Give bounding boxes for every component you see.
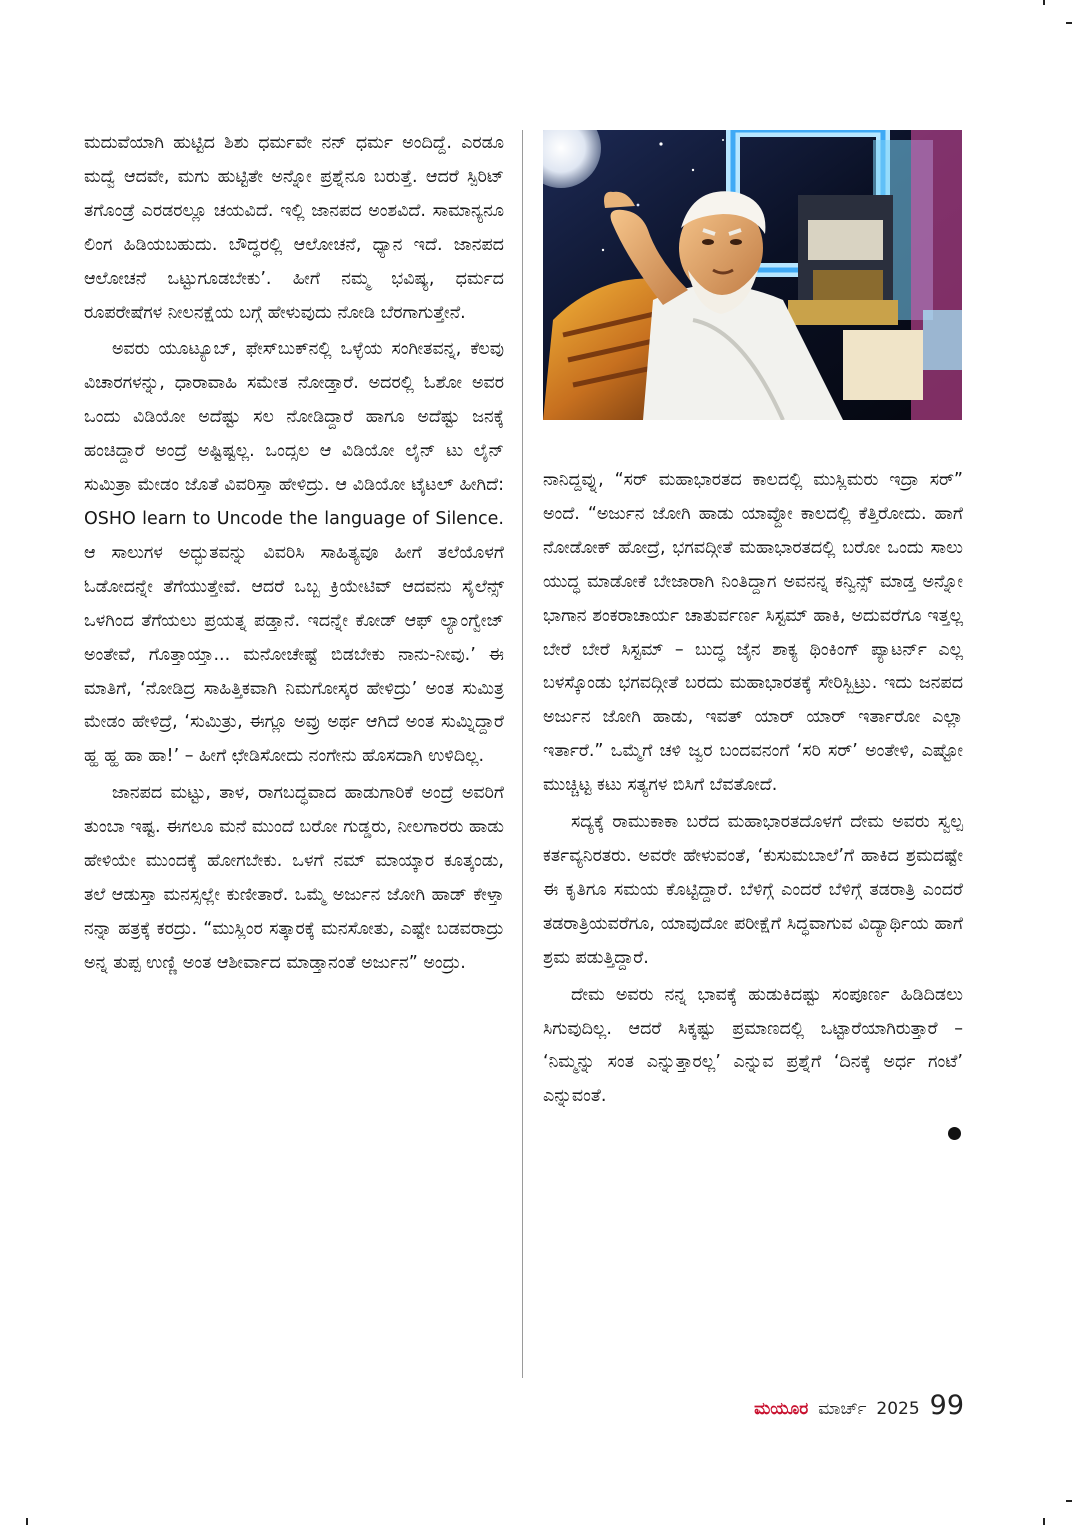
- magazine-brand: ಮಯೂರ: [754, 1399, 809, 1419]
- paragraph: ಮದುವೆಯಾಗಿ ಹುಟ್ಟಿದ ಶಿಶು ಧರ್ಮವೇ ನನ್ ಧರ್ಮ ಅಂದಿದ್ದೆ. ಎರಡೂ ಮದ್ವೆ ಆದವೇ, ಮಗು ಹುಟ್ಟಿತೇ ಅನ್ನೋ ಪ್ರಶ್ನೆನೂ ಬರುತ್ತೆ. ಆದರೆ ಸ್ಪಿರಿಟ್ ತಗೊಂಡ್ರೆ ಎರಡರಲ್ಲೂ ಚಯವಿದೆ. ಇಲ್ಲಿ ಜಾನಪದ ಅಂಶವಿದೆ. ಸಾಮಾನ್ಯನೂ ಲಿಂಗ ಹಿಡಿಯಬಹುದು. ಬೌದ್ಧರಲ್ಲಿ ಆಲೋಚನೆ, ಧ್ಯಾನ ಇದೆ. ಜಾನಪದ ಆಲೋಚನೆ ಒಟ್ಟುಗೂಡಬೇಕು’. ಹೀಗೆ ನಮ್ಮ ಭವಿಷ್ಯ, ಧರ್ಮದ ರೂಪರೇಷೆಗಳ ನೀಲನಕ್ಷೆಯ ಬಗ್ಗೆ ಹೇಳುವುದು ನೋಡಿ ಬೆರಗಾಗುತ್ತೇನೆ.: [84, 133, 504, 323]
- paragraph: ಸದ್ಯಕ್ಕೆ ರಾಮುಕಾಕಾ ಬರೆದ ಮಹಾಭಾರತದೊಳಗೆ ದೇಮ ಅವರು ಸ್ವಲ್ಪ ಕರ್ತವ್ಯನಿರತರು. ಅವರೇ ಹೇಳುವಂತೆ, ‘ಕುಸುಮಬಾಲೆ’ಗೆ ಹಾಕಿದ ಶ್ರಮದಷ್ಟೇ ಈ ಕೃತಿಗೂ ಸಮಯ ಕೊಟ್ಟಿದ್ದಾರೆ. ಬೆಳಿಗ್ಗೆ ಎಂದರೆ ಬೆಳಿಗ್ಗೆ ತಡರಾತ್ರಿ ಎಂದರೆ ತಡರಾತ್ರಿಯವರೆಗೂ, ಯಾವುದೋ ಪರೀಕ್ಷೆಗೆ ಸಿದ್ಧವಾಗುವ ವಿದ್ಯಾರ್ಥಿಯ ಹಾಗೆ ಶ್ರಮ ಪಡುತ್ತಿದ್ದಾರೆ.: [543, 812, 963, 968]
- crop-mark-right-bottom: [1066, 1500, 1072, 1502]
- crop-mark-bottom-left: [26, 1518, 28, 1525]
- issue-month: ಮಾರ್ಚ್: [818, 1399, 867, 1419]
- crop-mark-right-top: [1066, 22, 1072, 24]
- paragraph: ದೇಮ ಅವರು ನನ್ನ ಭಾವಕ್ಕೆ ಹುಡುಕಿದಷ್ಟು ಸಂಪೂರ್ಣ ಹಿಡಿದಿಡಲು ಸಿಗುವುದಿಲ್ಲ. ಆದರೆ ಸಿಕ್ಕಷ್ಟು ಪ್ರಮಾಣದಲ್ಲಿ ಒಟ್ಟಾರೆಯಾಗಿರುತ್ತಾರೆ – ‘ನಿಮ್ಮನ್ನು ಸಂತ ಎನ್ನುತ್ತಾರಲ್ಲ’ ಎನ್ನುವ ಪ್ರಶ್ನೆಗೆ ‘ದಿನಕ್ಕೆ ಅರ್ಧ ಗಂಟೆ’ ಎನ್ನುವಂತೆ.: [543, 984, 963, 1107]
- paragraph: ಅವರು ಯೂಟ್ಯೂಬ್, ಫೇಸ್‌ಬುಕ್‌ನಲ್ಲಿ ಒಳ್ಳೆಯ ಸಂಗೀತವನ್ನ, ಕೆಲವು ವಿಚಾರಗಳನ್ನು, ಧಾರಾವಾಹಿ ಸಮೇತ ನೋಡ್ತಾರೆ. ಅದರಲ್ಲಿ ಓಶೋ ಅವರ ಒಂದು ವಿಡಿಯೋ ಅದೆಷ್ಟು ಸಲ ನೋಡಿದ್ದಾರೆ ಹಾಗೂ ಅದೆಷ್ಟು ಜನಕ್ಕೆ ಹಂಚಿದ್ದಾರೆ ಅಂದ್ರೆ ಅಷ್ಟಿಷ್ಟಲ್ಲ. ಒಂದ್ಸಲ ಆ ವಿಡಿಯೋ ಲೈನ್ ಟು ಲೈನ್ ಸುಮಿತ್ರಾ ಮೇಡಂ ಜೊತೆ ವಿವರಿಸ್ತಾ ಹೇಳಿದ್ರು. ಆ ವಿಡಿಯೋ ಟೈಟಲ್ ಹೀಗಿದೆ: OSHO learn to Uncode the language of Silence. ಆ ಸಾಲುಗಳ ಅದ್ಭುತವನ್ನು ವಿವರಿಸಿ ಸಾಹಿತ್ಯವೂ ಹೀಗೆ ತಲೆಯೊಳಗೆ ಓಡೋದನ್ನೇ ತೆಗೆಯುತ್ತೇವೆ. ಆದರೆ ಒಬ್ಬ ಕ್ರಿಯೇಟಿವ್ ಆದವನು ಸೈಲೆನ್ಸ್ ಒಳಗಿಂದ ತೆಗೆಯಲು ಪ್ರಯತ್ನ ಪಡ್ತಾನೆ. ಇದನ್ನೇ ಕೋಡ್ ಆಫ್ ಲ್ಯಾಂಗ್ವೇಜ್ ಅಂತೇವೆ, ಗೊತ್ತಾಯ್ತಾ... ಮನೋಚೇಷ್ಟೆ ಬಿಡಬೇಕು ನಾನು-ನೀವು.’ ಈ ಮಾತಿಗೆ, ‘ನೋಡಿದ್ರ ಸಾಹಿತ್ತಿಕವಾಗಿ ನಿಮಗೋಸ್ಕರ ಹೇಳಿದ್ರು’ ಅಂತ ಸುಮಿತ್ರ ಮೇಡಂ ಹೇಳಿದ್ರೆ, ‘ಸುಮಿತ್ರು, ಈಗ್ಲೂ ಅವ್ರು ಅರ್ಥ ಆಗಿದೆ ಅಂತ ಸುಮ್ನಿದ್ದಾರೆ ಹ್ಹ ಹ್ಹ ಹಾ ಹಾ!’ – ಹೀಗೆ ಛೇಡಿಸೋದು ನಂಗೇನು ಹೊಸದಾಗಿ ಉಳಿದಿಲ್ಲ.: [84, 339, 504, 767]
- issue-year: 2025: [876, 1399, 920, 1419]
- crop-mark-bottom-right: [1043, 1518, 1045, 1525]
- left-column: [84, 127, 504, 984]
- crop-mark-top-right: [1043, 0, 1045, 5]
- page-footer: [732, 1390, 964, 1430]
- right-column: [543, 464, 963, 1117]
- paragraph: ಜಾನಪದ ಮಟ್ಟು, ತಾಳ, ರಾಗಬದ್ಧವಾದ ಹಾಡುಗಾರಿಕೆ ಅಂದ್ರೆ ಅವರಿಗೆ ತುಂಬಾ ಇಷ್ಟ. ಈಗಲೂ ಮನೆ ಮುಂದೆ ಬರೋ ಗುಡ್ಡರು, ನೀಲಗಾರರು ಹಾಡು ಹೇಳಿಯೇ ಮುಂದಕ್ಕೆ ಹೋಗಬೇಕು. ಒಳಗೆ ನಮ್ ಮಾಯ್ಕಾರ ಕೂತ್ಕಂಡು, ತಲೆ ಆಡುಸ್ತಾ ಮನಸ್ಸಲ್ಲೇ ಕುಣೀತಾರೆ. ಒಮ್ಮೆ ಅರ್ಜುನ ಜೋಗಿ ಹಾಡ್ ಕೇಳ್ತಾ ನನ್ನಾ ಹತ್ರಕ್ಕೆ ಕರದ್ರು. “ಮುಸ್ಲಿಂರ ಸತ್ಕಾರಕ್ಕೆ ಮನಸೋತು, ಎಷ್ಟೇ ಬಡವರಾದ್ರು ಅನ್ನ ತುಪ್ಪ ಉಣ್ಣಿ ಅಂತ ಆಶೀರ್ವಾದ ಮಾಡ್ತಾನಂತೆ ಅರ್ಜುನ” ಅಂದ್ರು.: [84, 783, 504, 973]
- page-number: 99: [929, 1390, 964, 1421]
- portrait-photo: [543, 130, 962, 420]
- column-divider: [522, 130, 523, 1378]
- paragraph: ನಾನಿದ್ದವ್ನು, “ಸರ್ ಮಹಾಭಾರತದ ಕಾಲದಲ್ಲಿ ಮುಸ್ಲಿಮರು ಇದ್ರಾ ಸರ್” ಅಂದೆ. “ಅರ್ಜುನ ಜೋಗಿ ಹಾಡು ಯಾವ್ದೋ ಕಾಲದಲ್ಲಿ ಕೆತ್ತಿರೋದು. ಹಾಗೆ ನೋಡೋಕ್ ಹೋದ್ರೆ, ಭಗವದ್ಗೀತೆ ಮಹಾಭಾರತದಲ್ಲಿ ಬರೋ ಒಂದು ಸಾಲು ಯುದ್ಧ ಮಾಡೋಕೆ ಬೇಜಾರಾಗಿ ನಿಂತಿದ್ದಾಗ ಅವನನ್ನ ಕನ್ವಿನ್ಸ್ ಮಾಡ್ತ ಅನ್ನೋ ಭಾಗಾನ ಶಂಕರಾಚಾರ್ಯ ಚಾತುರ್ವರ್ಣ ಸಿಸ್ಟಮ್ ಹಾಕಿ, ಅದುವರೆಗೂ ಇತ್ತಲ್ಲ ಬೇರೆ ಬೇರೆ ಸಿಸ್ಟಮ್ – ಬುದ್ಧ ಜೈನ ಶಾಕ್ಯ ಥಿಂಕಿಂಗ್ ಪ್ಯಾಟರ್ನ್ ಎಲ್ಲ ಬಳಸ್ಕೊಂಡು ಭಗವದ್ಗೀತೆ ಬರದು ಮಹಾಭಾರತಕ್ಕೆ ಸೇರಿಸ್ಬಿಟ್ರು. ಇದು ಜನಪದ ಅರ್ಜುನ ಜೋಗಿ ಹಾಡು, ಇವತ್ ಯಾರ್ ಯಾರ್ ಇರ್ತಾರೋ ಎಲ್ಲಾ ಇರ್ತಾರೆ.” ಒಮ್ಮೆಗೆ ಚಳಿ ಜ್ವರ ಬಂದವನಂಗೆ ‘ಸರಿ ಸರ್’ ಅಂತೇಳಿ, ಎಷ್ಟೋ ಮುಚ್ಚಿಟ್ಟ ಕಟು ಸತ್ಯಗಳ ಬಿಸಿಗೆ ಬೆವತೋದೆ.: [543, 470, 963, 796]
- end-of-article-bullet-icon: [948, 1127, 961, 1140]
